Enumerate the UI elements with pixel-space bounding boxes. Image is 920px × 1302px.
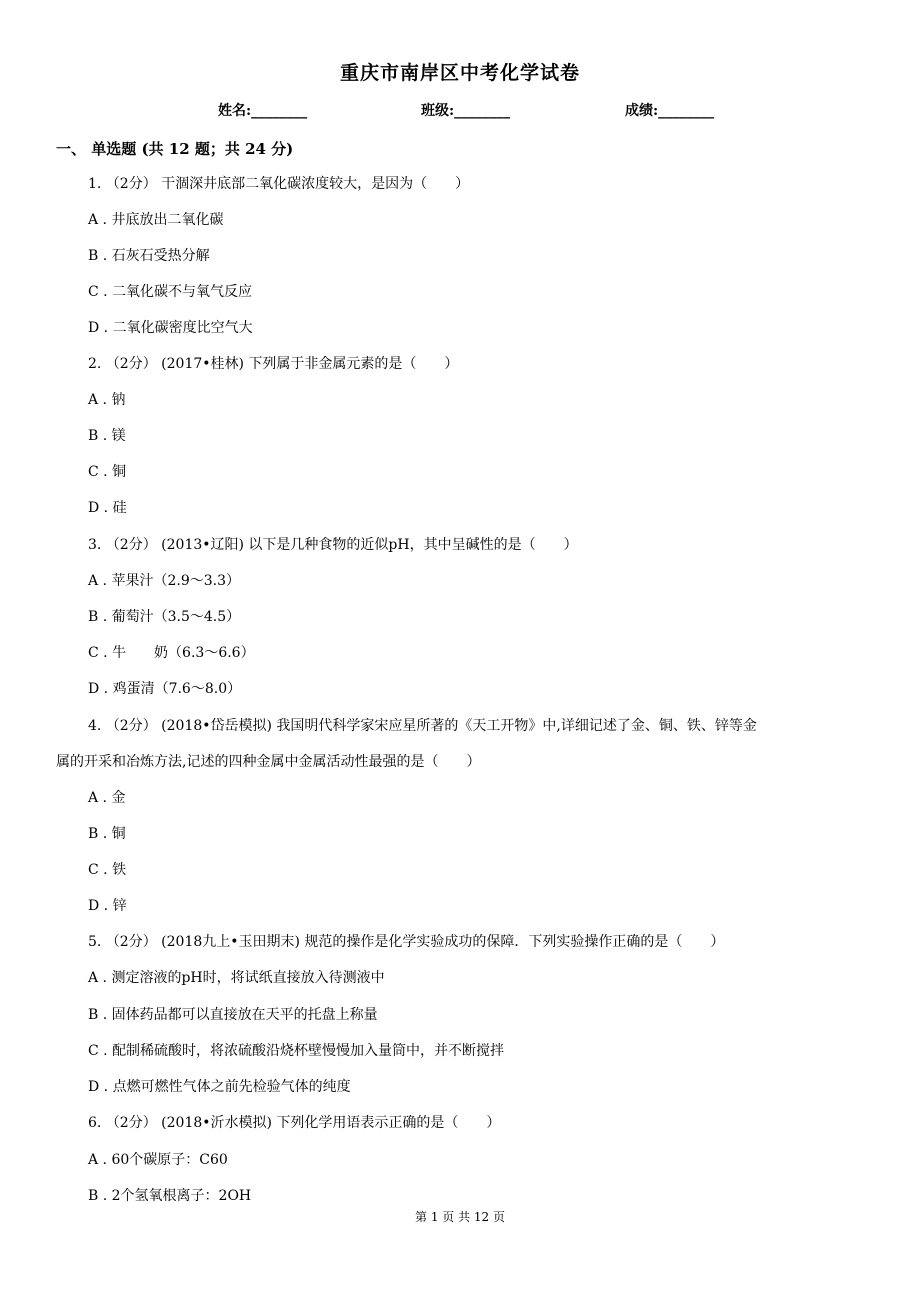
question-2-stem: 2. （2分） (2017•桂林) 下列属于非金属元素的是（ ） xyxy=(88,356,459,372)
section-heading: 一、 单选题 (共 12 题；共 24 分) xyxy=(56,140,294,158)
question-6-stem: 6. （2分） (2018•沂水模拟) 下列化学用语表示正确的是（ ） xyxy=(88,1115,501,1131)
name-field-label: 姓名:________ xyxy=(218,103,308,119)
question-1-option-a: A . 井底放出二氧化碳 xyxy=(88,212,224,228)
question-3-option-b: B . 葡萄汁（3.5～4.5） xyxy=(88,609,241,625)
student-info-row xyxy=(0,100,920,120)
question-2-option-b: B . 镁 xyxy=(88,428,126,444)
question-4-option-b: B . 铜 xyxy=(88,826,126,842)
question-1-option-d: D . 二氧化碳密度比空气大 xyxy=(88,320,253,336)
question-4-option-a: A . 金 xyxy=(88,790,126,806)
class-field-label: 班级:________ xyxy=(421,103,511,119)
question-3-stem: 3. （2分） (2013•辽阳) 以下是几种食物的近似pH，其中呈碱性的是（ ） xyxy=(88,537,578,553)
question-1-stem: 1. （2分） 干涸深井底部二氧化碳浓度较大，是因为（ ） xyxy=(88,176,470,192)
page-footer: 第 1 页 共 12 页 xyxy=(415,1210,505,1224)
question-5-option-c: C . 配制稀硫酸时，将浓硫酸沿烧杯壁慢慢加入量筒中，并不断搅拌 xyxy=(88,1043,505,1059)
question-2-option-c: C . 铜 xyxy=(88,464,127,480)
question-2-option-d: D . 硅 xyxy=(88,500,127,516)
question-1-option-b: B . 石灰石受热分解 xyxy=(88,248,210,264)
score-field-label: 成绩:________ xyxy=(625,103,715,119)
exam-title: 重庆市南岸区中考化学试卷 xyxy=(339,62,580,84)
question-4-stem-continued: 属的开采和冶炼方法,记述的四种金属中金属活动性最强的是（ ） xyxy=(56,754,481,770)
question-2-option-a: A . 钠 xyxy=(88,392,126,408)
question-5-option-d: D . 点燃可燃性气体之前先检验气体的纯度 xyxy=(88,1079,351,1095)
question-4-stem: 4. （2分） (2018•岱岳模拟) 我国明代科学家宋应星所著的《天工开物》中,详细记述了金、铜、铁、锌等金 xyxy=(88,718,757,734)
question-4-option-c: C . 铁 xyxy=(88,862,127,878)
question-6-option-b: B . 2个氢氧根离子：2OH xyxy=(88,1188,252,1204)
question-4-option-d: D . 锌 xyxy=(88,898,127,914)
question-5-option-a: A . 测定溶液的pH时，将试纸直接放入待测液中 xyxy=(88,970,385,986)
question-3-option-d: D . 鸡蛋清（7.6～8.0） xyxy=(88,681,242,697)
question-5-stem: 5. （2分） (2018九上•玉田期末) 规范的操作是化学实验成功的保障．下列实验操作正确的是（ ） xyxy=(88,934,725,950)
question-5-option-b: B . 固体药品都可以直接放在天平的托盘上称量 xyxy=(88,1007,378,1023)
question-1-option-c: C . 二氧化碳不与氧气反应 xyxy=(88,284,253,300)
question-6-option-a: A . 60个碳原子：C60 xyxy=(88,1152,228,1168)
question-3-option-a: A . 苹果汁（2.9～3.3） xyxy=(88,573,240,589)
question-3-option-c: C . 牛 奶（6.3～6.6） xyxy=(88,645,255,661)
